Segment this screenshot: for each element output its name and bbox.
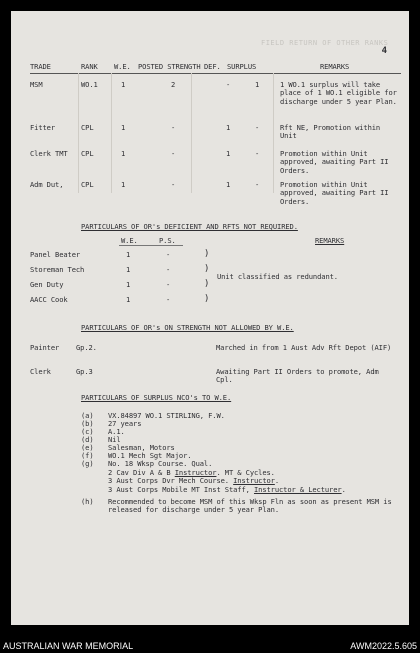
- row-def: 1: [226, 180, 231, 189]
- item-text: A.1.: [108, 427, 125, 436]
- deficient-trade: Gen Duty: [30, 280, 64, 289]
- item-text: No. 18 Wksp Course. Qual.: [108, 459, 213, 468]
- row-posted: -: [171, 149, 176, 158]
- row-we: 1: [121, 80, 126, 89]
- column-rule: [78, 73, 79, 193]
- row-trade: MSM: [30, 80, 43, 89]
- row-trade: Adm Dut,: [30, 180, 64, 189]
- item-label: (d): [81, 435, 94, 444]
- row-trade: Fitter: [30, 123, 56, 132]
- row-rank: WO.1: [81, 80, 98, 89]
- deficient-trade: Panel Beater: [30, 250, 81, 259]
- item-text: Salesman, Motors: [108, 443, 175, 452]
- strength-grade: Gp.2.: [76, 343, 97, 352]
- header-trade: TRADE: [30, 62, 51, 71]
- deficient-we: 1: [126, 280, 131, 289]
- row-posted: -: [171, 180, 176, 189]
- deficient-ps: -: [166, 295, 171, 304]
- row-remarks: Promotion within Unit approved, awaiting Part II Orders.: [280, 149, 389, 175]
- row-surplus: -: [255, 180, 260, 189]
- deficient-remark: Unit classified as redundant.: [217, 272, 338, 281]
- item-label: (g): [81, 459, 94, 468]
- item-label: (c): [81, 427, 94, 436]
- strength-trade: Painter: [30, 343, 60, 352]
- row-def: 1: [226, 123, 231, 132]
- qual-pre: 3 Aust Corps Dvr Mech Course.: [108, 476, 234, 485]
- strength-grade: Gp.3: [76, 367, 93, 376]
- deficient-ps: -: [166, 280, 171, 289]
- item-label: (e): [81, 443, 94, 452]
- faint-heading: FIELD RETURN OF OTHER RANKS: [261, 39, 389, 47]
- row-posted: -: [171, 123, 176, 132]
- row-rank: CPL: [81, 149, 94, 158]
- qual-pre: 2 Cav Div A & B: [108, 468, 175, 477]
- row-rank: CPL: [81, 123, 94, 132]
- header-posted: POSTED STRENGTH: [138, 62, 201, 71]
- item-text: 27 years: [108, 419, 142, 428]
- row-posted: 2: [171, 80, 176, 89]
- header-rule: [30, 73, 401, 74]
- row-remarks: 1 WO.1 surplus will take place of 1 WO.1 eligible for discharge under 5 year Plan.: [280, 80, 397, 106]
- strength-remark: Marched in from 1 Aust Adv Rft Depot (AIF): [216, 343, 392, 352]
- item-label: (h): [81, 497, 94, 506]
- item-label: (f): [81, 451, 94, 460]
- deficient-ps: -: [166, 250, 171, 259]
- deficient-trade: Storeman Tech: [30, 265, 85, 274]
- qualification-line: [108, 486, 346, 494]
- item-text: VX.84897 WO.1 STIRLING, F.W.: [108, 411, 225, 420]
- deficient-we: 1: [126, 250, 131, 259]
- deficient-we: 1: [126, 295, 131, 304]
- row-remarks: Rft NE, Promotion within Unit: [280, 123, 381, 141]
- header-rank: RANK: [81, 62, 98, 71]
- row-we: 1: [121, 180, 126, 189]
- row-surplus: -: [255, 149, 260, 158]
- surplus-title: PARTICULARS OF SURPLUS NCO's TO W.E.: [81, 393, 232, 402]
- deficient-we: 1: [126, 265, 131, 274]
- footer-accession-number: AWM2022.5.605: [350, 641, 417, 651]
- row-def: 1: [226, 149, 231, 158]
- qual-post: .: [274, 476, 280, 485]
- deficient-col-we: W.E.: [121, 236, 138, 245]
- row-def: -: [226, 80, 231, 89]
- header-remarks: REMARKS: [320, 62, 350, 71]
- row-surplus: -: [255, 123, 260, 132]
- deficient-col-remarks: REMARKS: [315, 236, 345, 245]
- item-text: Recommended to become MSM of this Wksp Fln as soon as present MSM is released for discharge under 5 year Plan.: [108, 497, 392, 515]
- qual-post: . MT & Cycles.: [216, 468, 275, 477]
- column-rule: [191, 73, 192, 193]
- document-page: FIELD RETURN OF OTHER RANKS 4 TRADE RANK W.E. POSTED STRENGTH DEF. SURPLUS REMARKS MSM WO.1 1 2 - 1 1 WO.1 surplus will take place of 1 WO.1 eligible for discharge under 5 year Plan. Fitter CPL 1 - 1 - Rft NE, Promotion within Unit Clerk TMT CPL 1 - 1 - Promotion within Unit approved, awaiting Part II Orders. Adm Dut, CPL 1 - 1 - Promotion within Unit approved, awaiting Part II Orders. PARTICULARS OF OR's DEFICIENT AND RFTS NOT REQUIRED. W.E. P.S. REMARKS Panel Beater 1 - Storeman Tech 1 - Gen Duty 1 - AACC Cook 1 - ) ) ) ) Unit classified as redundant. PARTICULARS OF OR's ON STRENGTH NOT ALLOWED BY W.E. Painter Gp.2. Marched in from 1 Aust Adv Rft Depot (AIF) Clerk Gp.3 Awaiting Part II Orders to promote, Adm Cpl. PARTICULARS OF SURPLUS NCO's TO W.E. (a) VX.84897 WO.1 STIRLING, F.W. (b) 27 years (c) A.1. (d) Nil (e) Salesman, Motors (f) WO.1 Mech Sgt Major. (g) No. 18 Wksp Course. Qual. 2 Cav Div A & B Instructor. MT & Cycles. 3 Aust Corps Dvr Mech Course. Instructor. 3 Aust Corps Mobile MT Inst Staff, Instructor & Lecturer. (h) Recommended to become MSM of this Wksp Fln as soon as present MSM is released for discharge under 5 year Plan.: [11, 11, 409, 625]
- header-surplus: SURPLUS: [227, 62, 257, 71]
- row-remarks: Promotion within Unit approved, awaiting Part II Orders.: [280, 180, 389, 206]
- qual-instructor: Instructor: [233, 476, 275, 485]
- item-label: (b): [81, 419, 94, 428]
- footer-credit: AUSTRALIAN WAR MEMORIAL: [3, 641, 134, 651]
- strength-trade: Clerk: [30, 367, 51, 376]
- header-def: DEF.: [204, 62, 221, 71]
- deficient-ps: -: [166, 265, 171, 274]
- page-number: 4: [381, 46, 387, 56]
- deficient-col-ps: P.S.: [159, 236, 176, 245]
- column-rule: [273, 73, 274, 193]
- row-surplus: 1: [255, 80, 260, 89]
- strength-title: PARTICULARS OF OR's ON STRENGTH NOT ALLOWED BY W.E.: [81, 323, 294, 332]
- row-we: 1: [121, 149, 126, 158]
- header-we: W.E.: [114, 62, 131, 71]
- row-we: 1: [121, 123, 126, 132]
- row-trade: Clerk TMT: [30, 149, 68, 158]
- item-text: WO.1 Mech Sgt Major.: [108, 451, 192, 460]
- qual-instructor: Instructor: [174, 468, 217, 477]
- item-label: (a): [81, 411, 94, 420]
- row-rank: CPL: [81, 180, 94, 189]
- item-text: Nil: [108, 435, 121, 444]
- qual-instructor: Instructor & Lecturer: [253, 485, 342, 494]
- qual-post: .: [341, 485, 346, 494]
- qual-pre: 3 Aust Corps Mobile MT Inst Staff,: [108, 485, 254, 494]
- deficient-title: PARTICULARS OF OR's DEFICIENT AND RFTS NOT REQUIRED.: [81, 222, 298, 231]
- column-rule: [111, 73, 112, 193]
- strength-remark: Awaiting Part II Orders to promote, Adm Cpl.: [216, 367, 379, 385]
- deficient-col-rule: [119, 245, 183, 246]
- deficient-trade: AACC Cook: [30, 295, 68, 304]
